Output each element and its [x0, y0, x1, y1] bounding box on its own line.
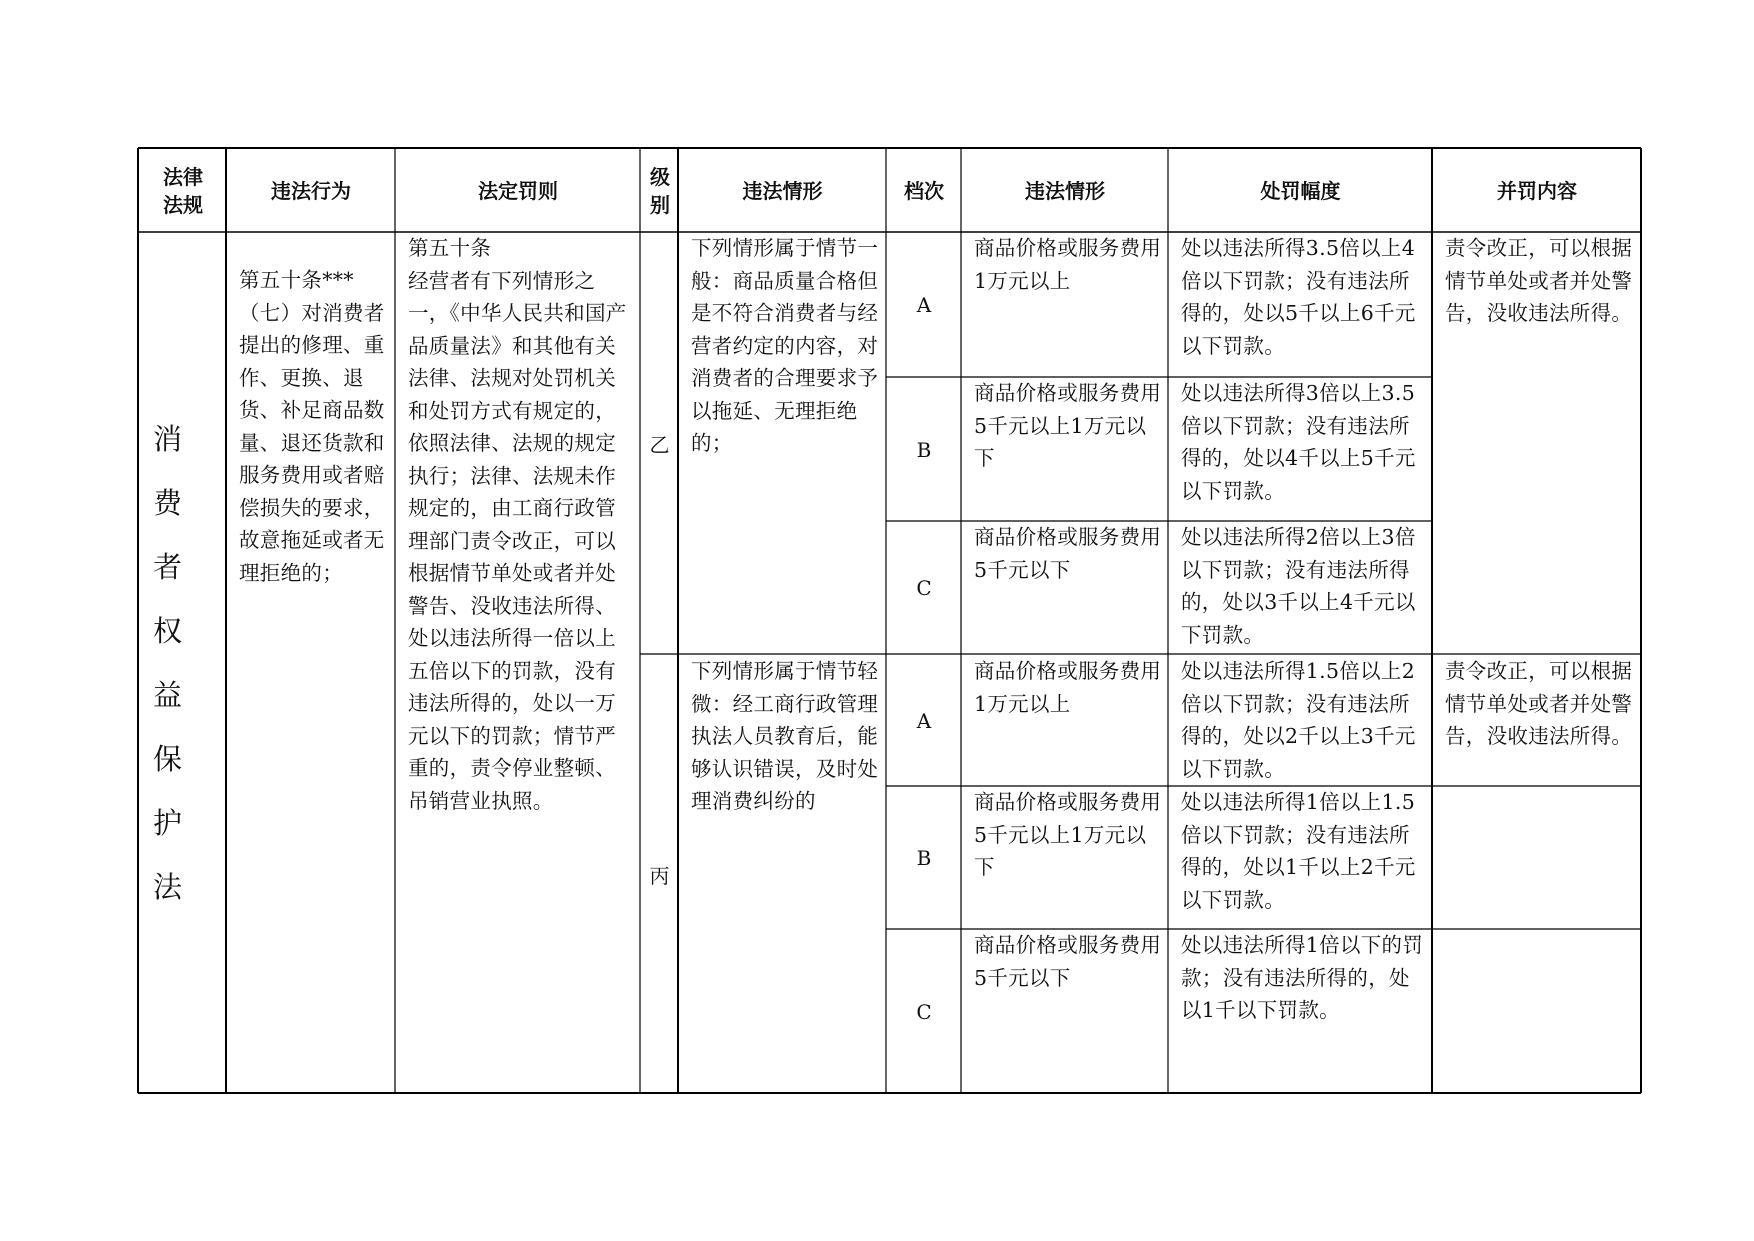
header-concurrent: 并罚内容 [1497, 178, 1577, 203]
header-circumstance-2: 违法情形 [1025, 178, 1105, 203]
law-name: 消费者权益保护法 [153, 422, 193, 904]
concurrent-yi: 责令改正，可以根据情节单处或者并处警告，没收违法所得。 [1445, 236, 1633, 325]
row-circumstance: 商品价格或服务费用5千元以上1万元以下 [974, 790, 1162, 879]
row-circumstance: 商品价格或服务费用1万元以上 [974, 236, 1162, 293]
grade-bing-b: B [916, 846, 932, 870]
grade-bing-c: C [916, 999, 932, 1024]
header-range: 处罚幅度 [1260, 178, 1341, 203]
grade-bing-a: A [916, 708, 932, 733]
level-yi: 乙 [649, 433, 670, 457]
grade-yi-b: B [916, 437, 932, 462]
header-circumstance: 违法情形 [742, 178, 823, 203]
header-act: 违法行为 [271, 178, 351, 203]
row-circumstance: 商品价格或服务费用1万元以上 [974, 659, 1162, 716]
grade-yi-a: A [916, 293, 932, 317]
concurrent-bing: 责令改正，可以根据情节单处或者并处警告，没收违法所得。 [1445, 659, 1633, 748]
row-range: 处以违法所得1倍以下的罚款；没有违法所得的，处以1千以下罚款。 [1181, 933, 1424, 1022]
row-range: 处以违法所得1.5倍以上2倍以下罚款；没有违法所得的，处以2千以上3千元以下罚款。 [1181, 659, 1416, 781]
row-range: 处以违法所得3倍以上3.5倍以下罚款；没有违法所得的，处以4千以上5千元以下罚款。 [1181, 381, 1416, 503]
circumstance-bing: 下列情形属于情节轻微：经工商行政管理执法人员教育后，能够认识错误，及时处理消费纠纷的 [691, 659, 879, 813]
act-text: 第五十条***（七）对消费者提出的修理、重作、更换、退货、补足商品数量、退还货款和服务费用或者赔偿损失的要求，故意拖延或者无理拒绝的； [239, 268, 385, 585]
row-range: 处以违法所得3.5倍以上4倍以下罚款；没有违法所得的，处以5千以上6千元以下罚款。 [1181, 236, 1416, 358]
level-bing: 丙 [649, 863, 670, 888]
row-range: 处以违法所得1倍以上1.5倍以下罚款；没有违法所得的，处以1千以上2千元以下罚款。 [1181, 790, 1416, 912]
header-grade: 档次 [904, 178, 944, 203]
circumstance-yi: 下列情形属于情节一般：商品质量合格但是不符合消费者与经营者约定的内容，对消费者的合理要求予以拖延、无理拒绝的； [691, 236, 879, 455]
header-law: 法律法规 [163, 165, 203, 217]
row-circumstance: 商品价格或服务费用5千元以上1万元以下 [974, 381, 1162, 470]
header-penalty-rule: 法定罚则 [478, 178, 558, 203]
row-circumstance: 商品价格或服务费用5千元以下 [974, 933, 1162, 990]
header-level: 级别 [650, 165, 670, 217]
row-range: 处以违法所得2倍以上3倍以下罚款；没有违法所得的，处以3千以上4千元以下罚款。 [1181, 525, 1416, 647]
row-circumstance: 商品价格或服务费用5千元以下 [974, 525, 1162, 582]
grade-yi-c: C [916, 576, 932, 600]
rule-text: 第五十条 经营者有下列情形之一，《中华人民共和国产品质量法》和其他有关法律、法规对处罚机关和处罚方式有规定的，依照法律、法规的规定执行；法律、法规未作规定的，由工商行政管理部门责令改正，可以根据情节单处或者并处警告、没收违法所得、处以违法所得一倍以上五倍以下的罚款，没有违法所得的，处以一万元以下的罚款；情节严重的，责令停业整顿、吊销营业执照。 [408, 236, 627, 813]
